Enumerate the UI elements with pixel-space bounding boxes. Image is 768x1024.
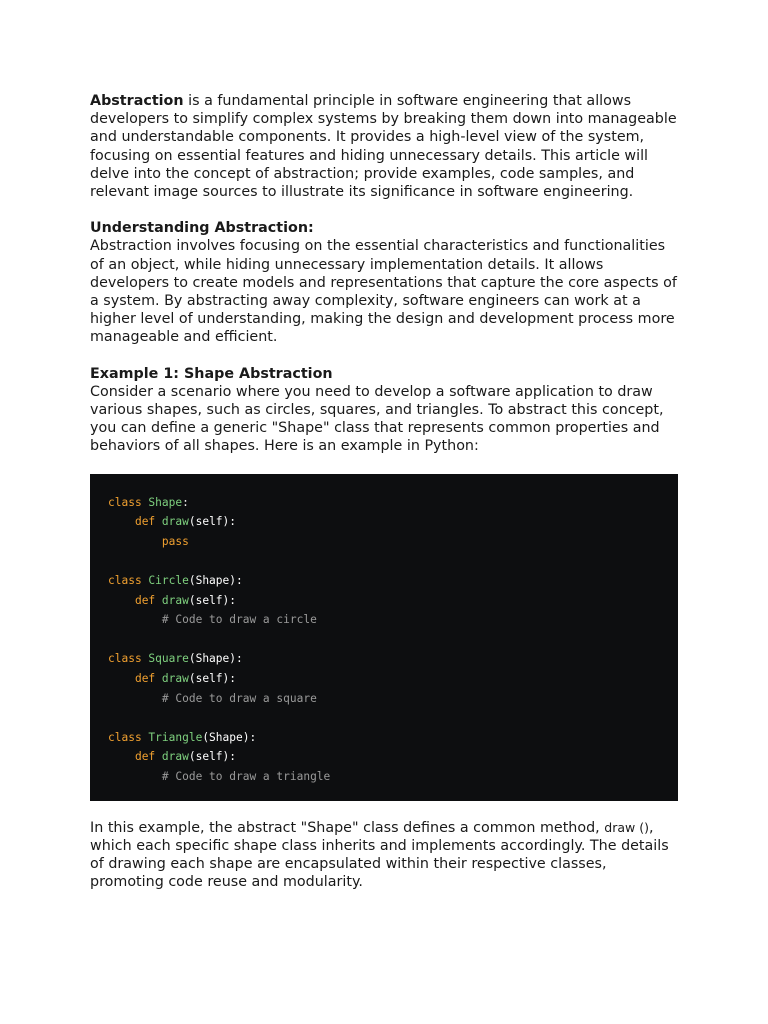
code-line bbox=[108, 571, 678, 591]
code-token: Square bbox=[148, 652, 189, 666]
closing-text-before: In this example, the abstract "Shape" class defines a common method, bbox=[90, 819, 605, 836]
code-line bbox=[108, 689, 678, 709]
code-token: draw bbox=[161, 593, 189, 607]
code-token: (self): bbox=[188, 515, 237, 529]
code-token: (self): bbox=[188, 750, 237, 764]
code-token: class bbox=[108, 574, 149, 588]
code-token: (Shape): bbox=[202, 730, 257, 744]
code-token: def bbox=[134, 750, 162, 764]
code-token: # Code to draw a square bbox=[161, 691, 317, 705]
code-token bbox=[108, 770, 162, 783]
code-token: (self): bbox=[188, 593, 237, 607]
code-line bbox=[108, 747, 678, 767]
code-token bbox=[108, 515, 135, 528]
code-token: def bbox=[134, 593, 162, 607]
code-token: def bbox=[134, 672, 162, 685]
code-token bbox=[108, 692, 162, 705]
intro-text: is a fundamental principle in software engineering that allows developers to simplify complex systems by breaking them down into manageable and understandable components. It provides a high-level view of the system, focusing on essential features and hiding unnecessary details. This article will delve into the concept of abstraction; provide examples, code samples, and relevant image sources to illustrate its significance in software engineering. bbox=[90, 93, 677, 201]
section-heading-example: Example 1: Shape Abstraction bbox=[90, 365, 333, 382]
code-token: : bbox=[182, 495, 189, 509]
code-token: # Code to draw a triangle bbox=[161, 769, 331, 783]
paragraph-spacer bbox=[90, 201, 678, 219]
code-token bbox=[108, 672, 135, 685]
code-token: (self): bbox=[188, 672, 237, 685]
code-token: # Code to draw a circle bbox=[161, 613, 317, 627]
code-token: (Shape): bbox=[188, 652, 243, 666]
code-block bbox=[90, 474, 678, 801]
code-line bbox=[108, 630, 678, 650]
paragraph-spacer bbox=[90, 347, 678, 365]
code-line bbox=[108, 708, 678, 728]
code-token: draw bbox=[161, 672, 189, 685]
code-token: class bbox=[108, 495, 149, 509]
closing-text-after: , which each specific shape class inherits and implements accordingly. The details of drawing each shape are encapsulated within their respective classes, promoting code reuse and modularity. bbox=[90, 819, 669, 891]
code-token: def bbox=[134, 515, 162, 529]
code-line bbox=[108, 532, 678, 552]
section-body-understanding: Abstraction involves focusing on the essential characteristics and functionalities of an object, while hiding unnecessary implementation details. It allows developers to create models and representations that capture the core aspects of a system. By abstracting away complexity, software engineers can work at a higher level of understanding, making the design and development process more manageable and efficient. bbox=[90, 238, 677, 346]
inline-code-draw: draw () bbox=[604, 819, 649, 835]
code-token bbox=[108, 613, 162, 626]
code-line bbox=[108, 551, 678, 571]
code-token: class bbox=[108, 652, 149, 666]
code-line bbox=[108, 610, 678, 630]
code-token: draw bbox=[161, 750, 189, 764]
code-line bbox=[108, 649, 678, 669]
code-line bbox=[108, 493, 678, 513]
section-body-example: Consider a scenario where you need to develop a software application to draw various shapes, such as circles, squares, and triangles. To abstract this concept, you can define a generic "Shape" class that represents common properties and behaviors of all shapes. Here is an example in Python: bbox=[90, 383, 664, 455]
code-line bbox=[108, 728, 678, 748]
intro-bold-term: Abstraction bbox=[90, 93, 184, 109]
code-token: pass bbox=[161, 534, 189, 548]
closing-paragraph bbox=[90, 819, 678, 892]
code-token: Shape bbox=[148, 495, 183, 509]
code-token: class bbox=[108, 730, 149, 744]
code-token bbox=[108, 535, 162, 548]
code-token: draw bbox=[161, 515, 189, 529]
code-line bbox=[108, 767, 678, 787]
code-line bbox=[108, 512, 678, 532]
code-token: (Shape): bbox=[188, 574, 243, 588]
code-line bbox=[108, 591, 678, 611]
code-token: Triangle bbox=[148, 730, 203, 744]
code-token: Circle bbox=[148, 574, 189, 588]
section-heading-understanding: Understanding Abstraction: bbox=[90, 220, 314, 237]
code-token bbox=[108, 594, 135, 607]
intro-paragraph bbox=[90, 92, 678, 201]
code-line bbox=[108, 669, 678, 689]
code-token bbox=[108, 750, 135, 763]
